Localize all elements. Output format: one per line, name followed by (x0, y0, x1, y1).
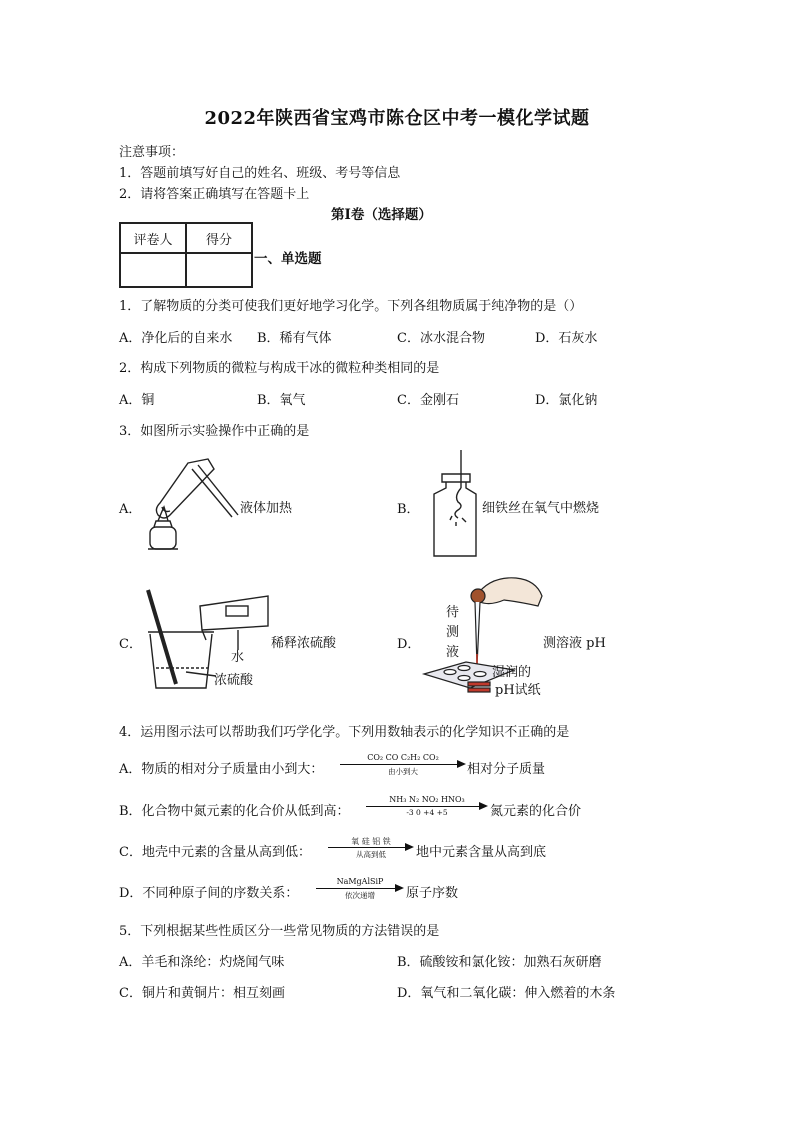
q3-option-d-paper-1: 湿润的 (492, 665, 532, 680)
q2-option-c: C．金刚石 (397, 393, 459, 408)
q4-option-a-suffix: 相对分子质量 (467, 762, 546, 777)
q4-option-c-axis-top: 氧 硅 铝 铁 (351, 837, 391, 846)
q3-option-a-letter: A． (119, 502, 142, 517)
q3-option-d-liquid-3: 液 (446, 645, 460, 660)
q4-option-d-axis-bottom: 依次递增 (345, 891, 375, 900)
q4-option-a-prefix: A．物质的相对分子质量由小到大： (119, 762, 324, 777)
q3-option-b-letter: B． (397, 502, 420, 517)
q4-option-d-number-axis (316, 877, 404, 901)
q2-option-a: A．铜 (119, 393, 155, 408)
liquid-heating-illustration (140, 455, 240, 555)
q3-option-d-liquid-1: 待 (446, 605, 460, 620)
q2-stem: 2．构成下列物质的微粒与构成干冰的微粒种类相同的是 (119, 361, 440, 376)
axis-line (316, 888, 396, 889)
q4-option-d-prefix: D．不同种原子间的序数关系： (119, 886, 299, 901)
q4-option-c-axis-bottom: 从高到低 (356, 850, 386, 859)
axis-line (328, 847, 406, 848)
exam-title: 2022年陕西省宝鸡市陈仓区中考一模化学试题 (204, 108, 590, 129)
q4-option-c-number-axis (328, 836, 414, 860)
notice-heading: 注意事项： (119, 145, 185, 160)
notice-item-1: 1．答题前填写好自己的姓名、班级、考号等信息 (119, 166, 401, 181)
q3-option-b-caption: 细铁丝在氧气中燃烧 (482, 501, 600, 516)
q5-stem: 5．下列根据某些性质区分一些常见物质的方法错误的是 (119, 924, 440, 939)
q5-option-d: D．氧气和二氧化碳：伸入燃着的木条 (397, 986, 616, 1001)
q3-option-c-water-label: 水 (231, 650, 245, 665)
q3-option-d-caption: 测溶液 pH (543, 636, 606, 651)
q3-option-c-acid-label: 浓硫酸 (214, 673, 254, 688)
q4-option-b-prefix: B．化合物中氮元素的化合价从低到高： (119, 804, 350, 819)
q4-option-c-prefix: C．地壳中元素的含量从高到低： (119, 845, 311, 860)
q1-option-c: C．冰水混合物 (397, 331, 485, 346)
axis-line (340, 764, 458, 765)
q2-option-b: B．氧气 (257, 393, 306, 408)
q1-option-d: D．石灰水 (535, 331, 598, 346)
score-table-score-cell (186, 253, 252, 287)
q1-stem: 1．了解物质的分类可使我们更好地学习化学。下列各组物质属于纯净物的是（） (119, 299, 583, 314)
q4-option-a-number-axis (340, 753, 466, 777)
q3-option-c-caption: 稀释浓硫酸 (271, 636, 337, 651)
q4-option-c-suffix: 地中元素含量从高到底 (416, 845, 547, 860)
q4-option-b-suffix: 氮元素的化合价 (490, 804, 582, 819)
part-title: 第I卷（选择题） (331, 207, 432, 223)
q3-option-d-letter: D． (397, 637, 421, 652)
score-table-grader-header: 评卷人 (120, 223, 186, 253)
q4-option-d-axis-top: NaMgAlSiP (336, 877, 384, 886)
q4-option-b-number-axis (366, 795, 488, 819)
section-title: 一、单选题 (254, 251, 322, 267)
q5-option-a: A．羊毛和涤纶：灼烧闻气味 (119, 955, 285, 970)
q4-option-d-suffix: 原子序数 (406, 886, 459, 901)
q1-option-b: B．稀有气体 (257, 331, 332, 346)
q4-option-a-axis-top: CO₂ CO C₂H₂ CO₂ (367, 753, 439, 762)
dilute-sulfuric-acid-illustration (146, 588, 272, 694)
q3-option-a-caption: 液体加热 (240, 501, 293, 516)
q1-option-a: A．净化后的自来水 (119, 331, 233, 346)
score-table (119, 222, 253, 288)
q3-stem: 3．如图所示实验操作中正确的是 (119, 424, 310, 439)
notice-item-2: 2．请将答案正确填写在答题卡上 (119, 187, 310, 202)
q5-option-c: C．铜片和黄铜片：相互刻画 (119, 986, 285, 1001)
q5-option-b: B．硫酸铵和氯化铵：加熟石灰研磨 (397, 955, 602, 970)
score-table-score-header: 得分 (186, 223, 252, 253)
q4-option-b-axis-bottom: -3 0 +4 +5 (406, 808, 448, 817)
q4-stem: 4．运用图示法可以帮助我们巧学化学。下列用数轴表示的化学知识不正确的是 (119, 725, 570, 740)
q3-option-d-paper-2: pH试纸 (495, 683, 541, 698)
q4-option-b-axis-top: NH₃ N₂ NO₂ HNO₃ (389, 795, 465, 804)
q2-option-d: D．氯化钠 (535, 393, 598, 408)
q4-option-a-axis-bottom: 由小到大 (388, 767, 418, 776)
q3-option-d-liquid-2: 测 (446, 625, 460, 640)
q3-option-c-letter: C． (119, 637, 142, 652)
score-table-grader-cell (120, 253, 186, 287)
iron-wire-combustion-illustration (428, 448, 478, 560)
axis-line (366, 806, 480, 807)
